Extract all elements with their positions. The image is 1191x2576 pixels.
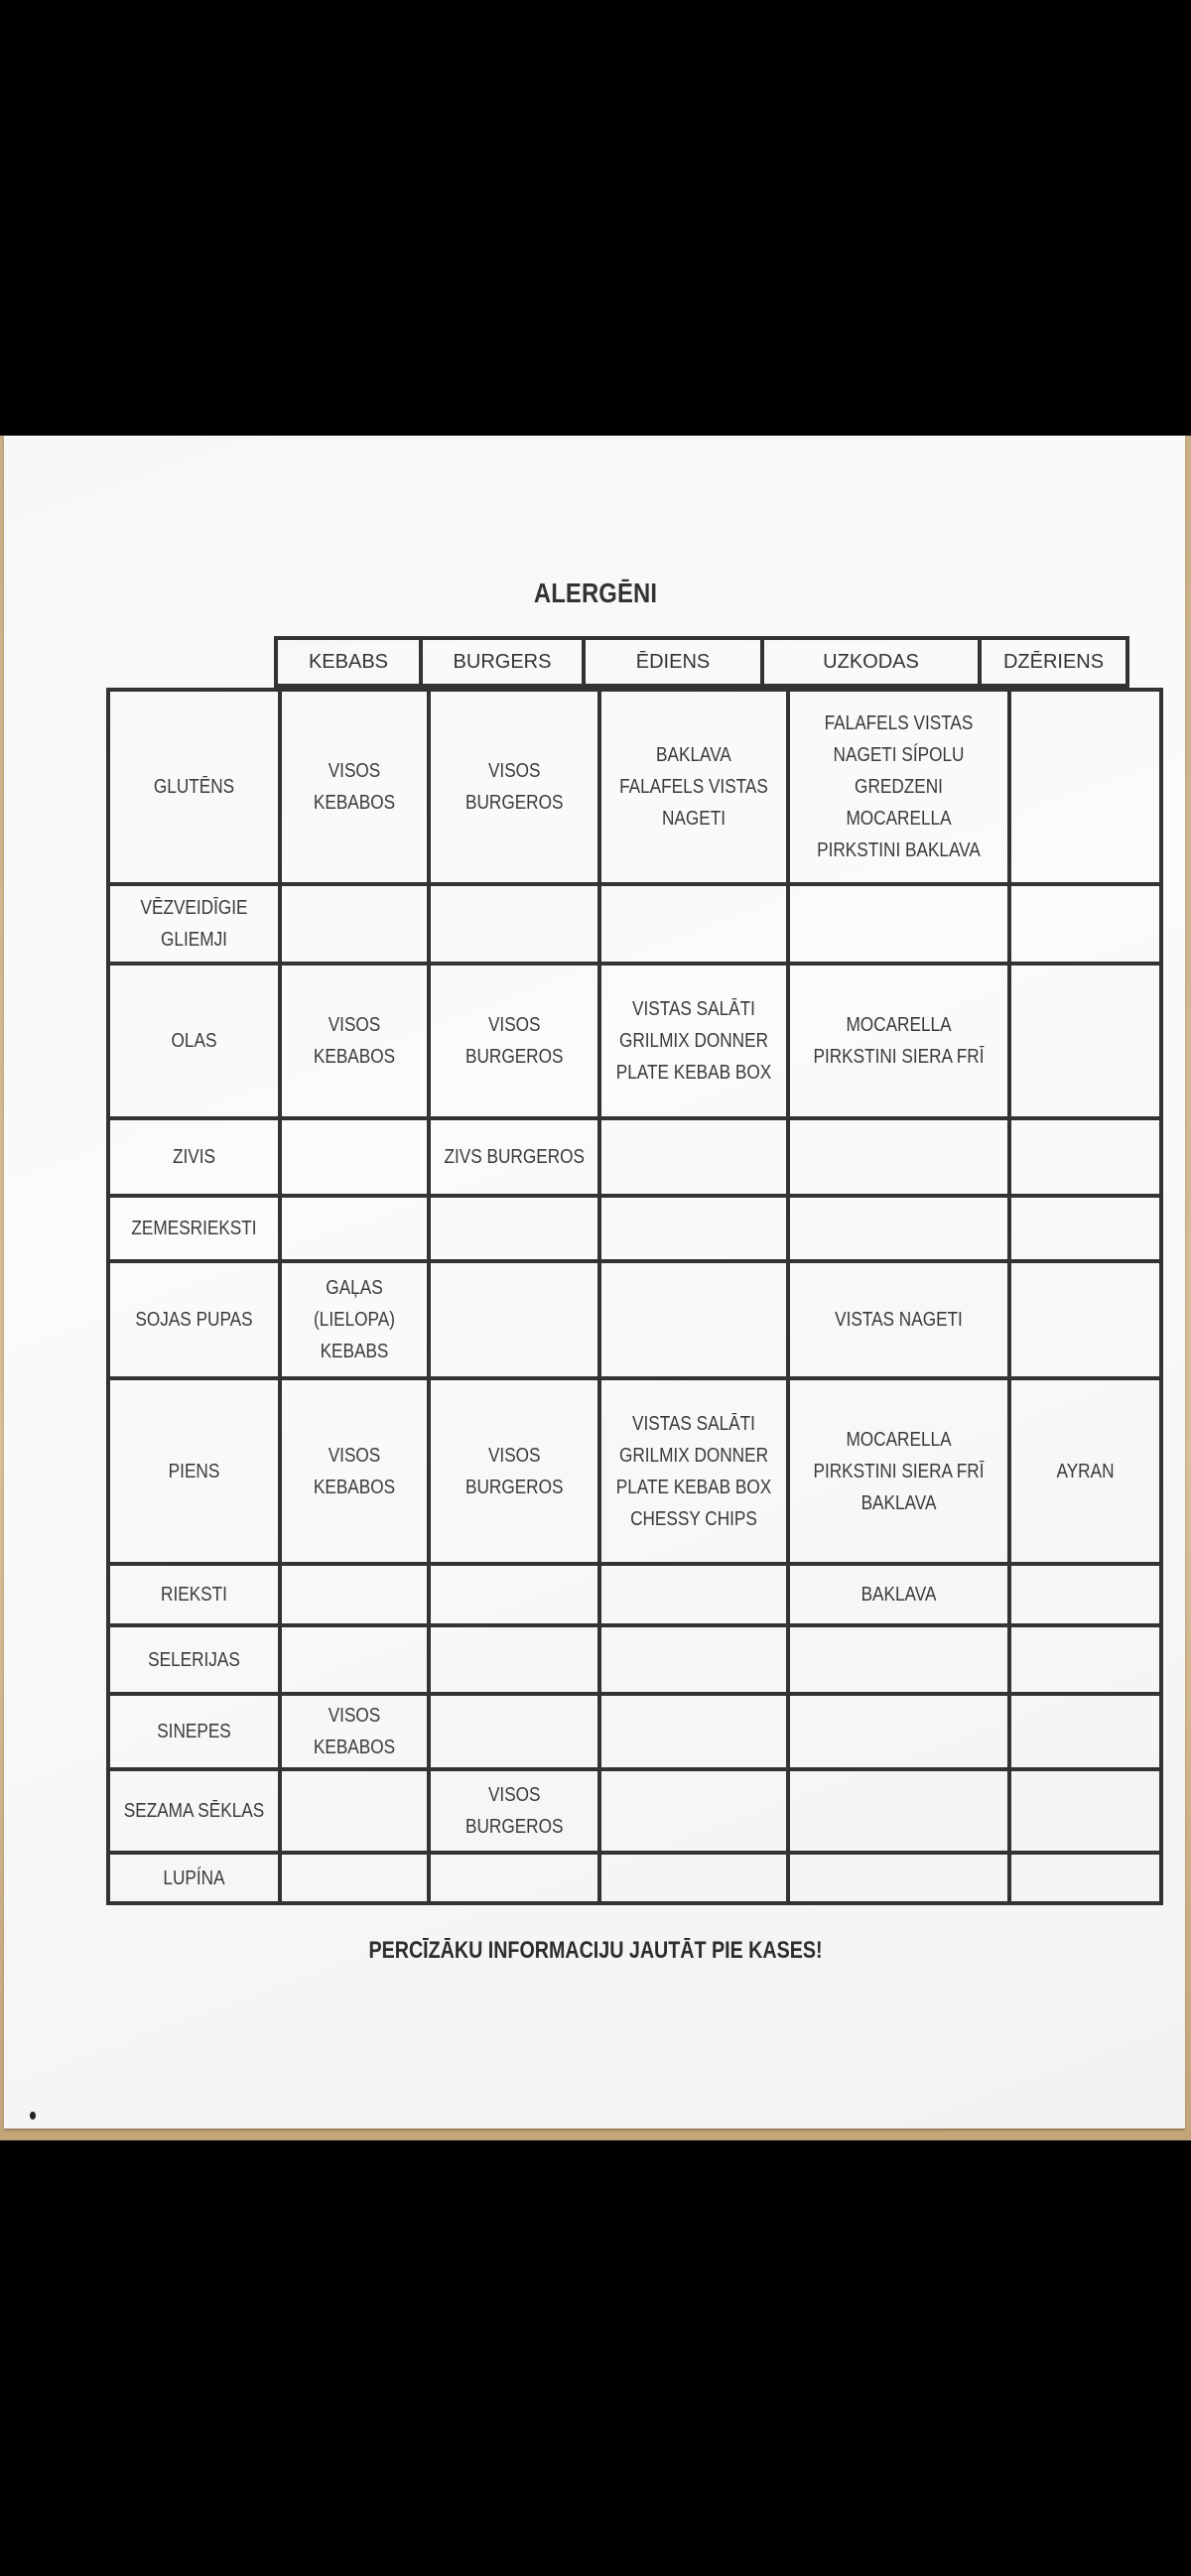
cell-text-line: BURGEROS bbox=[465, 1046, 564, 1068]
cell-text-line: VISOS bbox=[487, 1014, 541, 1036]
table-cell-uzkodas bbox=[788, 690, 1009, 884]
cell-text-line: VISOS bbox=[328, 1444, 381, 1467]
cell-text-line: PIRKSTINI SIERA FRĪ bbox=[813, 1460, 985, 1482]
cell-text-line: VISOS bbox=[487, 1784, 541, 1806]
allergen-label bbox=[108, 1625, 280, 1694]
table-cell-dzēriens bbox=[1009, 884, 1161, 964]
pin-hole bbox=[30, 2112, 36, 2120]
cell-text-line: BURGEROS bbox=[465, 792, 564, 814]
table-cell-uzkodas bbox=[788, 1378, 1009, 1564]
sheet-title: ALERGĒNI bbox=[533, 578, 658, 608]
cell-text-line: KEBABS bbox=[320, 1341, 389, 1362]
table-cell-burgers bbox=[429, 690, 599, 884]
table-cell-uzkodas bbox=[788, 1694, 1009, 1769]
table-row bbox=[108, 1564, 1161, 1625]
table-cell-uzkodas bbox=[788, 964, 1009, 1118]
table-cell-kebabs bbox=[280, 1196, 429, 1261]
table-cell-uzkodas bbox=[788, 884, 1009, 964]
table-cell-uzkodas bbox=[788, 1853, 1009, 1903]
column-header-row bbox=[274, 636, 1129, 688]
table-cell-ēdiens bbox=[599, 1118, 788, 1196]
cell-text-line: VISOS bbox=[487, 760, 541, 782]
allergen-label bbox=[108, 1769, 280, 1853]
cell-text-line: KEBABOS bbox=[313, 1737, 396, 1758]
cell-text-line: GREDZENI bbox=[855, 776, 944, 798]
allergen-label-line: PIENS bbox=[168, 1460, 220, 1482]
column-header: KEBABS bbox=[276, 638, 421, 686]
allergen-label bbox=[108, 1694, 280, 1769]
table-cell-burgers bbox=[429, 964, 599, 1118]
cell-text-line: KEBABOS bbox=[313, 1476, 396, 1498]
cell-text-line: BAKLAVA bbox=[860, 1491, 937, 1514]
table-cell-kebabs bbox=[280, 964, 429, 1118]
cell-text-line: KEBABOS bbox=[313, 792, 396, 814]
table-cell-burgers bbox=[429, 1196, 599, 1261]
allergen-label-line: GLUTĒNS bbox=[153, 776, 235, 798]
table-cell-kebabs bbox=[280, 690, 429, 884]
cell-text-line: ZIVS BURGEROS bbox=[444, 1146, 585, 1168]
table-cell-kebabs bbox=[280, 1694, 429, 1769]
cell-text-line: MOCARELLA bbox=[846, 1014, 952, 1036]
allergen-label-line: RIEKSTI bbox=[161, 1584, 227, 1606]
table-row bbox=[108, 1118, 1161, 1196]
table-cell-ēdiens bbox=[599, 1853, 788, 1903]
cell-text-line: BAKLAVA bbox=[656, 744, 732, 766]
cell-text-line: VISTAS NAGETI bbox=[835, 1309, 964, 1331]
allergen-label-line: SELERIJAS bbox=[148, 1648, 240, 1671]
table-cell-burgers bbox=[429, 1378, 599, 1564]
allergen-label bbox=[108, 1261, 280, 1378]
allergen-label bbox=[108, 1853, 280, 1903]
cell-text-line: KEBABOS bbox=[313, 1046, 396, 1068]
allergen-label bbox=[108, 964, 280, 1118]
cell-text-line: NAGETI SÍPOLU bbox=[833, 744, 965, 766]
cell-text-line: VISOS bbox=[328, 760, 381, 782]
table-cell-uzkodas bbox=[788, 1564, 1009, 1625]
table-cell-burgers bbox=[429, 1769, 599, 1853]
cell-text-line: FALAFELS VISTAS bbox=[825, 712, 974, 734]
column-header: UZKODAS bbox=[762, 638, 980, 686]
table-row bbox=[108, 690, 1161, 884]
table-row bbox=[108, 1625, 1161, 1694]
table-cell-burgers bbox=[429, 1625, 599, 1694]
cell-text-line: GRILMIX DONNER bbox=[619, 1444, 769, 1467]
allergen-label bbox=[108, 884, 280, 964]
cell-text-line: PLATE KEBAB BOX bbox=[616, 1476, 772, 1498]
footer-note: PERCĪZĀKU INFORMACIJU JAUTĀT PIE KASES! bbox=[368, 1937, 823, 1964]
cell-text-line: PLATE KEBAB BOX bbox=[616, 1062, 772, 1084]
column-header: BURGERS bbox=[421, 638, 584, 686]
cell-text-line: GRILMIX DONNER bbox=[619, 1030, 769, 1052]
cell-text-line: GAĻAS bbox=[326, 1277, 383, 1299]
table-cell-uzkodas bbox=[788, 1261, 1009, 1378]
cell-text-line: MOCARELLA bbox=[846, 1428, 952, 1451]
table-cell-burgers bbox=[429, 1853, 599, 1903]
column-header: DZĒRIENS bbox=[980, 638, 1127, 686]
allergen-label bbox=[108, 1564, 280, 1625]
table-cell-burgers bbox=[429, 884, 599, 964]
cell-text-line: CHESSY CHIPS bbox=[630, 1507, 758, 1530]
allergen-label-line: ZIVIS bbox=[172, 1146, 215, 1168]
table-cell-dzēriens bbox=[1009, 1378, 1161, 1564]
table-row bbox=[108, 1196, 1161, 1261]
table-row bbox=[108, 1261, 1161, 1378]
cell-text-line: NAGETI bbox=[662, 808, 727, 830]
allergen-label-line: GLIEMJI bbox=[161, 929, 227, 951]
table-cell-dzēriens bbox=[1009, 1769, 1161, 1853]
table-row bbox=[108, 1378, 1161, 1564]
table-cell-burgers bbox=[429, 1261, 599, 1378]
table-row bbox=[108, 1769, 1161, 1853]
cell-text-line: BURGEROS bbox=[465, 1816, 564, 1838]
table-cell-uzkodas bbox=[788, 1625, 1009, 1694]
table-cell-kebabs bbox=[280, 1625, 429, 1694]
table-cell-burgers bbox=[429, 1564, 599, 1625]
cell-text-line: PIRKSTINI BAKLAVA bbox=[817, 839, 982, 861]
table-cell-kebabs bbox=[280, 1769, 429, 1853]
table-cell-uzkodas bbox=[788, 1196, 1009, 1261]
table-cell-dzēriens bbox=[1009, 1694, 1161, 1769]
table-cell-ēdiens bbox=[599, 690, 788, 884]
allergen-label bbox=[108, 1196, 280, 1261]
table-cell-ēdiens bbox=[599, 884, 788, 964]
allergen-label-line: VĒZVEIDĪGIE bbox=[140, 897, 248, 919]
column-header: ĒDIENS bbox=[584, 638, 762, 686]
table-cell-dzēriens bbox=[1009, 964, 1161, 1118]
table-cell-dzēriens bbox=[1009, 1853, 1161, 1903]
table-row bbox=[108, 884, 1161, 964]
table-cell-ēdiens bbox=[599, 1196, 788, 1261]
table-cell-ēdiens bbox=[599, 1694, 788, 1769]
table-cell-dzēriens bbox=[1009, 690, 1161, 884]
table-cell-dzēriens bbox=[1009, 1118, 1161, 1196]
allergen-label bbox=[108, 690, 280, 884]
table-cell-uzkodas bbox=[788, 1118, 1009, 1196]
table-cell-ēdiens bbox=[599, 1625, 788, 1694]
allergen-label-line: SINEPES bbox=[157, 1721, 231, 1742]
allergen-label-line: SEZAMA SĒKLAS bbox=[123, 1800, 265, 1822]
allergen-label-line: ZEMESRIEKSTI bbox=[131, 1218, 257, 1239]
table-cell-ēdiens bbox=[599, 1378, 788, 1564]
cell-text-line: PIRKSTINI SIERA FRĪ bbox=[813, 1046, 985, 1068]
table-cell-ēdiens bbox=[599, 1769, 788, 1853]
cell-text-line: BURGEROS bbox=[465, 1476, 564, 1498]
table-cell-kebabs bbox=[280, 1564, 429, 1625]
cell-text-line: VISTAS SALĀTI bbox=[632, 1412, 756, 1435]
cell-text-line: MOCARELLA bbox=[846, 808, 952, 830]
table-row bbox=[108, 1853, 1161, 1903]
cell-text-line: VISOS bbox=[328, 1705, 381, 1727]
allergen-label-line: SOJAS PUPAS bbox=[135, 1309, 253, 1331]
table-cell-kebabs bbox=[280, 1378, 429, 1564]
table-cell-kebabs bbox=[280, 1118, 429, 1196]
table-cell-dzēriens bbox=[1009, 1564, 1161, 1625]
table-row bbox=[108, 964, 1161, 1118]
table-cell-ēdiens bbox=[599, 1261, 788, 1378]
cell-text-line: VISTAS SALĀTI bbox=[632, 998, 756, 1020]
cell-text-line: VISOS bbox=[487, 1444, 541, 1467]
table-cell-uzkodas bbox=[788, 1769, 1009, 1853]
table-cell-ēdiens bbox=[599, 1564, 788, 1625]
cell-text-line: AYRAN bbox=[1056, 1460, 1115, 1482]
allergen-label-line: OLAS bbox=[171, 1030, 217, 1052]
cell-text-line: VISOS bbox=[328, 1014, 381, 1036]
allergen-label bbox=[108, 1118, 280, 1196]
allergen-label-line: LUPÍNA bbox=[163, 1867, 225, 1889]
table-cell-dzēriens bbox=[1009, 1625, 1161, 1694]
cell-text-line: BAKLAVA bbox=[860, 1584, 937, 1606]
table-cell-burgers bbox=[429, 1118, 599, 1196]
table-cell-ēdiens bbox=[599, 964, 788, 1118]
table-cell-kebabs bbox=[280, 1853, 429, 1903]
allergen-label bbox=[108, 1378, 280, 1564]
cell-text-line: (LIELOPA) bbox=[314, 1309, 395, 1331]
table-cell-kebabs bbox=[280, 884, 429, 964]
table-cell-dzēriens bbox=[1009, 1196, 1161, 1261]
allergen-table bbox=[106, 688, 1163, 1905]
table-cell-kebabs bbox=[280, 1261, 429, 1378]
cell-text-line: FALAFELS VISTAS bbox=[619, 776, 769, 798]
table-cell-burgers bbox=[429, 1694, 599, 1769]
table-row bbox=[108, 1694, 1161, 1769]
table-cell-dzēriens bbox=[1009, 1261, 1161, 1378]
